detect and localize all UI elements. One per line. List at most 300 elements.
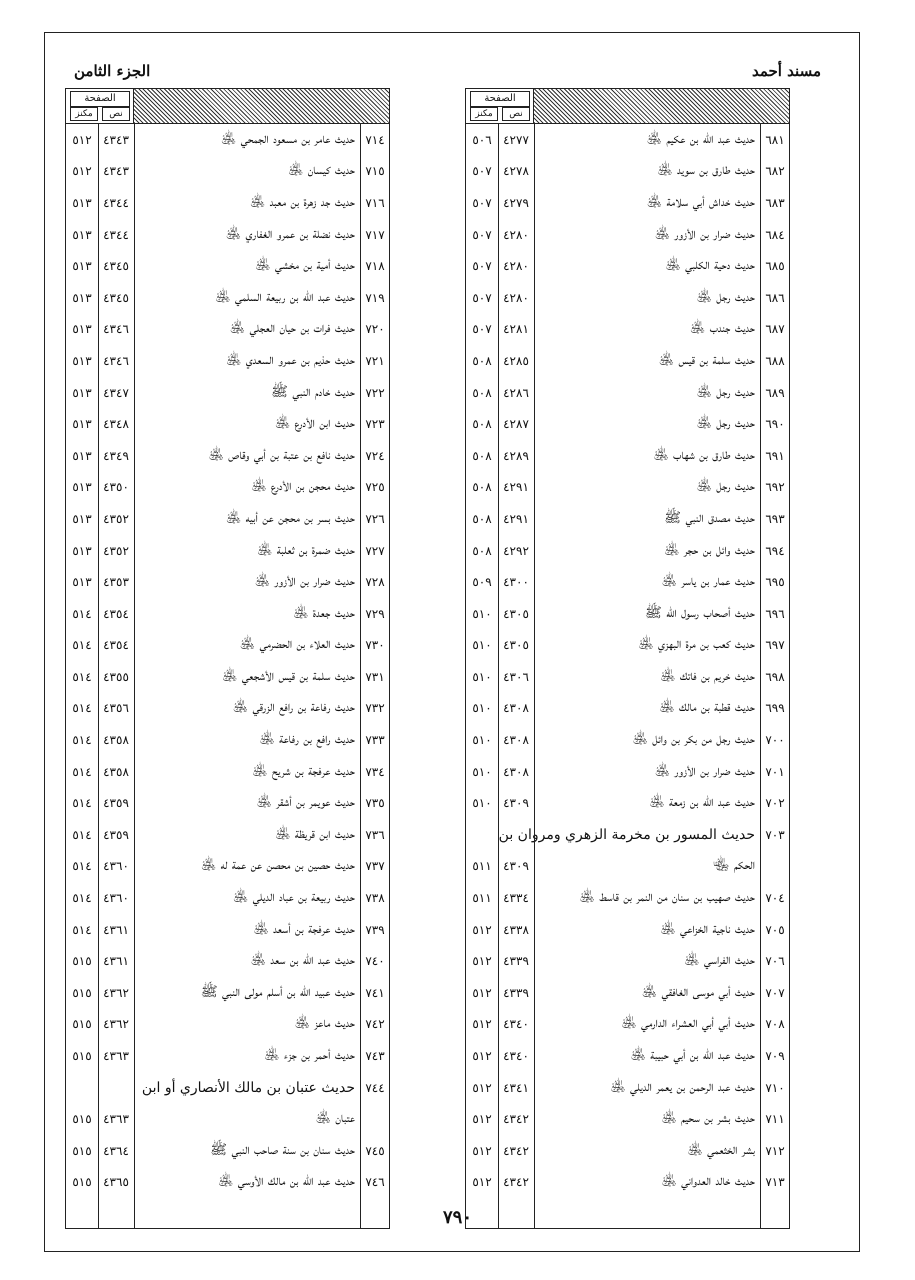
entry-title: حديث رجل ﵁ — [696, 478, 755, 495]
entry-title: حديث رجل ﵁ — [696, 383, 755, 400]
entry-title: حديث رجل من بكر بن وائل ﵁ — [632, 731, 755, 748]
table-row — [466, 377, 789, 409]
nass-page: ٤٣٥٨ — [103, 764, 129, 779]
entry-title: حديث كيسان ﵁ — [287, 162, 355, 179]
entry-title: حديث عمار بن ياسر ﵁ — [661, 573, 755, 590]
entry-number: ٧٢٤ — [365, 448, 385, 463]
mukannaz-page: ٥١٤ — [72, 606, 92, 621]
entry-number: ٧٣٣ — [365, 733, 385, 748]
entry-number: ٧١٩ — [365, 290, 385, 305]
entry-number: ٦٩٦ — [765, 606, 785, 621]
mukannaz-page: ٥١٠ — [472, 669, 492, 684]
mukannaz-page: ٥١٠ — [472, 764, 492, 779]
entry-number: ٧٠٧ — [765, 985, 785, 1000]
nass-page: ٤٣٥٩ — [103, 827, 129, 842]
entry-number: ٧٠٦ — [765, 954, 785, 969]
entry-number: ٧٣٧ — [365, 859, 385, 874]
entry-number: ٧٠١ — [765, 764, 785, 779]
nass-page: ٤٣٥٦ — [103, 701, 129, 716]
nass-page: ٤٣٠٨ — [503, 764, 529, 779]
entry-title: حديث أبي موسى الغافقي ﵁ — [641, 983, 755, 1000]
entry-title: حديث خالد العدواني ﵁ — [661, 1173, 755, 1190]
entry-title: حديث عبد الله بن ربيعة السلمي ﵁ — [215, 288, 355, 305]
mukannaz-page: ٥١٤ — [72, 827, 92, 842]
entry-number: ٦٩١ — [765, 448, 785, 463]
table-row — [466, 661, 789, 693]
entry-title: حديث وائل بن حجر ﵁ — [664, 541, 755, 558]
entry-number: ٧٤٣ — [365, 1049, 385, 1064]
page-label: الصفحة — [70, 91, 130, 107]
mukannaz-page: ٥١٢ — [72, 164, 92, 179]
entry-number: ٦٨٩ — [765, 385, 785, 400]
entry-title: حديث أصحاب رسول الله ﷺ — [644, 604, 755, 621]
entry-title: حديث عبيد الله بن أسلم مولى النبي ﷺ — [200, 983, 355, 1000]
mukannaz-page: ٥١٤ — [72, 733, 92, 748]
nass-page: ٤٣٦٣ — [103, 1112, 129, 1127]
entry-title: عتبان ﵁ — [315, 1110, 355, 1127]
mukannaz-page: ٥١٣ — [72, 227, 92, 242]
entry-number: ٧٠٥ — [765, 922, 785, 937]
entry-title: بشر الخثعمي ﵁ — [687, 1141, 755, 1158]
table-row — [66, 440, 389, 472]
mukannaz-page: ٥١٣ — [72, 511, 92, 526]
mukannaz-page: ٥١٥ — [72, 1049, 92, 1064]
entry-number: ٧١٠ — [765, 1080, 785, 1095]
table-row — [66, 314, 389, 346]
entry-title: حديث طارق بن سويد ﵁ — [657, 162, 755, 179]
entry-title: حديث محجن بن الأدرع ﵁ — [251, 478, 355, 495]
mukannaz-page: ٥٠٧ — [472, 164, 492, 179]
entry-title: حديث قطبة بن مالك ﵁ — [659, 699, 755, 716]
page-header-cell — [466, 89, 534, 123]
mukannaz-page: ٥٠٦ — [472, 132, 492, 147]
entry-number: ٧٣٩ — [365, 922, 385, 937]
entry-title: حديث أمية بن مخشي ﵁ — [255, 257, 355, 274]
entry-title: حديث نضلة بن عمرو الغفاري ﵁ — [225, 225, 355, 242]
entry-title: حديث حذيم بن عمرو السعدي ﵁ — [226, 351, 355, 368]
entry-title: حديث ضرار بن الأزور ﵁ — [654, 762, 755, 779]
nass-page: ٤٣٤٤ — [103, 227, 129, 242]
entry-number: ٧٢٣ — [365, 417, 385, 432]
entry-number: ٧١٨ — [365, 259, 385, 274]
nass-page: ٤٣٤٦ — [103, 322, 129, 337]
table-row — [466, 345, 789, 377]
entry-number: ٦٨٧ — [765, 322, 785, 337]
entry-title: حديث عويمر بن أشقر ﵁ — [256, 794, 355, 811]
table-row — [466, 851, 789, 883]
entry-title: حديث طارق بن شهاب ﵁ — [653, 446, 755, 463]
nass-page: ٤٣٥٣ — [103, 575, 129, 590]
entry-title: حديث ضرار بن الأزور ﵁ — [654, 225, 755, 242]
mukannaz-page: ٥١١ — [472, 891, 492, 906]
mukannaz-page: ٥١٢ — [472, 1049, 492, 1064]
table-row — [466, 124, 789, 156]
table-row — [66, 977, 389, 1009]
nass-page: ٤٣٠٨ — [503, 733, 529, 748]
entry-number: ٦٩٧ — [765, 638, 785, 653]
table-row — [66, 756, 389, 788]
entry-title: حديث عرفجة بن شريح ﵁ — [252, 762, 355, 779]
index-column-right — [465, 88, 790, 1229]
mukannaz-page: ٥١٣ — [72, 543, 92, 558]
nass-page: ٤٣٦٥ — [103, 1175, 129, 1190]
nass-page: ٤٢٨٠ — [503, 227, 529, 242]
entry-title: حديث مصدق النبي ﷺ — [664, 509, 755, 526]
table-row — [466, 1135, 789, 1167]
table-row — [66, 724, 389, 756]
entry-number: ٧١٧ — [365, 227, 385, 242]
entry-number: ٧٣٥ — [365, 796, 385, 811]
entry-title: حديث بشر بن سحيم ﵁ — [661, 1110, 755, 1127]
table-row — [66, 945, 389, 977]
nass-page: ٤٣٤٧ — [103, 385, 129, 400]
entry-number: ٧٣١ — [365, 669, 385, 684]
entry-number: ٧٢١ — [365, 353, 385, 368]
mukannaz-page: ٥٠٧ — [472, 227, 492, 242]
table-body — [465, 124, 790, 1229]
entry-title: حديث العلاء بن الحضرمي ﵁ — [239, 636, 355, 653]
entry-number: ٧٠٩ — [765, 1049, 785, 1064]
mukannaz-page: ٥١٢ — [72, 132, 92, 147]
entry-title: حديث ناجية الخزاعي ﵁ — [660, 920, 755, 937]
entry-title: حديث عامر بن مسعود الجمحي ﵁ — [220, 130, 355, 147]
mukannaz-page: ٥١٤ — [72, 764, 92, 779]
entry-title: حديث رجل ﵁ — [696, 288, 755, 305]
entry-number: ٧٤٠ — [365, 954, 385, 969]
entry-title: حديث ابن الأدرع ﵁ — [274, 415, 355, 432]
mukannaz-page: ٥١٣ — [72, 448, 92, 463]
entry-title: حديث عبد الله بن عكيم ﵁ — [646, 130, 755, 147]
entry-title: حديث سنان بن سنة صاحب النبي ﷺ — [210, 1141, 355, 1158]
table-row — [66, 503, 389, 535]
mukannaz-page: ٥١٠ — [472, 606, 492, 621]
entry-title: حديث فرات بن حيان العجلي ﵁ — [229, 320, 355, 337]
nass-page: ٤٣٤٥ — [103, 290, 129, 305]
table-row — [66, 851, 389, 883]
mukannaz-page: ٥١٣ — [72, 385, 92, 400]
entry-number: ٧٢٠ — [365, 322, 385, 337]
nass-page: ٤٣٥٩ — [103, 796, 129, 811]
table-row — [466, 440, 789, 472]
table-row — [466, 156, 789, 188]
nass-page: ٤٢٨٧ — [503, 417, 529, 432]
nass-page: ٤٢٨٥ — [503, 353, 529, 368]
nass-page: ٤٣٦٠ — [103, 859, 129, 874]
entry-title: حديث ضرار بن الأزور ﵁ — [254, 573, 355, 590]
mukannaz-page: ٥١٠ — [472, 638, 492, 653]
table-row — [466, 787, 789, 819]
nass-page: ٤٣٤٣ — [103, 132, 129, 147]
entry-number: ٦٨٤ — [765, 227, 785, 242]
entry-number: ٧٣٠ — [365, 638, 385, 653]
mukannaz-page: ٥١٤ — [72, 922, 92, 937]
hatched-header-band — [133, 89, 389, 123]
entry-title: حديث جعدة ﵁ — [293, 604, 355, 621]
table-row — [466, 535, 789, 567]
nass-page: ٤٣٠٥ — [503, 638, 529, 653]
nass-label: نص — [502, 107, 530, 121]
entry-number: ٦٩٨ — [765, 669, 785, 684]
mukannaz-page: ٥١٣ — [72, 290, 92, 305]
nass-page: ٤٣٤٩ — [103, 448, 129, 463]
entry-title: حديث جندب ﵁ — [689, 320, 755, 337]
table-head — [65, 88, 390, 124]
entry-number: ٧٤٤ — [365, 1080, 385, 1095]
nass-page: ٤٣٠٨ — [503, 701, 529, 716]
entry-title: حديث نافع بن عتبة بن أبي وقاص ﵁ — [208, 446, 355, 463]
nass-page: ٤٣٠٩ — [503, 796, 529, 811]
entry-title: حديث دحية الكلبي ﵁ — [665, 257, 755, 274]
table-row — [66, 377, 389, 409]
entry-title: حديث عبد الرحمن بن يعمر الديلي ﵁ — [610, 1078, 755, 1095]
entry-number: ٧٣٨ — [365, 891, 385, 906]
nass-page: ٤٢٨٦ — [503, 385, 529, 400]
nass-page: ٤٣٦٢ — [103, 1017, 129, 1032]
entry-number: ٧٤٥ — [365, 1143, 385, 1158]
mukannaz-page: ٥١٢ — [472, 922, 492, 937]
entry-title: حديث الفراسي ﵁ — [684, 952, 755, 969]
entry-number: ٧١٦ — [365, 195, 385, 210]
table-row — [466, 282, 789, 314]
mukannaz-page: ٥١٤ — [72, 638, 92, 653]
table-row — [466, 1072, 789, 1104]
entry-number: ٧٢٨ — [365, 575, 385, 590]
mukannaz-page: ٥١٤ — [72, 701, 92, 716]
entry-number: ٧٠٣ — [765, 827, 785, 842]
nass-page: ٤٣٤٢ — [503, 1112, 529, 1127]
entry-title: حديث رفاعة بن رافع الزرقي ﵁ — [232, 699, 355, 716]
nass-page: ٤٣٥٠ — [103, 480, 129, 495]
nass-page: ٤٣٥٤ — [103, 606, 129, 621]
nass-page: ٤٢٨٠ — [503, 259, 529, 274]
table-row — [66, 1009, 389, 1041]
table-row — [66, 566, 389, 598]
nass-page: ٤٣٤٨ — [103, 417, 129, 432]
nass-page: ٤٢٩١ — [503, 511, 529, 526]
nass-label: نص — [102, 107, 130, 121]
entry-number: ٧٢٦ — [365, 511, 385, 526]
mukannaz-page: ٥٠٧ — [472, 195, 492, 210]
entry-title: حديث سلمة بن قيس ﵁ — [658, 351, 755, 368]
table-row — [466, 945, 789, 977]
entry-title: حديث سلمة بن قيس الأشجعي ﵁ — [221, 667, 355, 684]
mukannaz-page: ٥١٥ — [72, 1143, 92, 1158]
table-row — [466, 756, 789, 788]
nass-page: ٤٣٦١ — [103, 954, 129, 969]
entry-title: حديث حصين بن محصن عن عمة له ﵁ — [200, 857, 355, 874]
table-row — [66, 598, 389, 630]
nass-page: ٤٣٠٦ — [503, 669, 529, 684]
entry-title: حديث رجل ﵁ — [696, 415, 755, 432]
nass-page: ٤٣٥٢ — [103, 511, 129, 526]
mukannaz-page: ٥٠٨ — [472, 511, 492, 526]
entry-number: ٧١١ — [765, 1112, 785, 1127]
entry-title: حديث المسور بن مخرمة الزهري ومروان بن — [498, 826, 755, 843]
nass-page: ٤٢٧٧ — [503, 132, 529, 147]
entry-number: ٧٠٢ — [765, 796, 785, 811]
table-row — [466, 724, 789, 756]
table-row — [66, 282, 389, 314]
table-row — [466, 598, 789, 630]
entry-number: ٧٣٦ — [365, 827, 385, 842]
entry-title: حديث صهيب بن سنان من النمر بن قاسط ﵁ — [579, 889, 755, 906]
table-row — [66, 472, 389, 504]
nass-page: ٤٣٤٤ — [103, 195, 129, 210]
table-row — [466, 314, 789, 346]
nass-page: ٤٣٤٥ — [103, 259, 129, 274]
entry-title: حديث عبد الله بن زمعة ﵁ — [649, 794, 755, 811]
entry-title: حديث رافع بن رفاعة ﵁ — [259, 731, 355, 748]
entry-number: ٧١٥ — [365, 164, 385, 179]
entry-title: حديث عبد الله بن سعد ﵁ — [250, 952, 355, 969]
running-header-book: مسند أحمد — [751, 62, 821, 80]
entry-number: ٧٣٢ — [365, 701, 385, 716]
table-row — [66, 693, 389, 725]
mukannaz-page: ٥١١ — [472, 859, 492, 874]
nass-page: ٤٣٤٢ — [503, 1175, 529, 1190]
mukannaz-page: ٥٠٩ — [472, 575, 492, 590]
nass-page: ٤٣٤٦ — [103, 353, 129, 368]
entry-title: حديث خداش أبي سلامة ﵁ — [646, 193, 755, 210]
mukannaz-page: ٥٠٧ — [472, 290, 492, 305]
nass-page: ٤٣٦١ — [103, 922, 129, 937]
entry-number: ٧٠٨ — [765, 1017, 785, 1032]
mukannaz-label: مكنز — [470, 107, 498, 121]
table-row — [466, 503, 789, 535]
table-row — [66, 819, 389, 851]
mukannaz-page: ٥١٠ — [472, 701, 492, 716]
nass-page: ٤٣٥٨ — [103, 733, 129, 748]
mukannaz-page: ٥١٥ — [72, 1017, 92, 1032]
table-row — [66, 1103, 389, 1135]
entry-title: حديث خريم بن فاتك ﵁ — [660, 667, 755, 684]
mukannaz-page: ٥١٤ — [72, 796, 92, 811]
entry-number: ٧٢٩ — [365, 606, 385, 621]
mukannaz-page: ٥٠٧ — [472, 322, 492, 337]
table-row — [466, 914, 789, 946]
entry-title: حديث بسر بن محجن عن أبيه ﵁ — [225, 509, 355, 526]
table-row — [66, 914, 389, 946]
table-row — [466, 1009, 789, 1041]
mukannaz-page: ٥٠٨ — [472, 417, 492, 432]
mukannaz-page: ٥١٤ — [72, 859, 92, 874]
nass-page: ٤٣٥٥ — [103, 669, 129, 684]
entry-number: ٦٩٣ — [765, 511, 785, 526]
running-header-volume: الجزء الثامن — [74, 62, 151, 80]
nass-page: ٤٣٦٣ — [103, 1049, 129, 1064]
entry-title: حديث أبي أبي العشراء الدارمي ﵁ — [621, 1015, 755, 1032]
mukannaz-page: ٥١٥ — [72, 954, 92, 969]
entry-title: حديث عبد الله بن مالك الأوسي ﵁ — [217, 1173, 355, 1190]
table-body — [65, 124, 390, 1229]
mukannaz-page: ٥١٣ — [72, 259, 92, 274]
mukannaz-page: ٥١٣ — [72, 480, 92, 495]
nass-page: ٤٣٤١ — [503, 1080, 529, 1095]
nass-page: ٤٣٤٣ — [103, 164, 129, 179]
mukannaz-page: ٥١٢ — [472, 1017, 492, 1032]
table-row — [466, 219, 789, 251]
table-row — [66, 882, 389, 914]
mukannaz-page: ٥١٥ — [72, 985, 92, 1000]
table-row — [466, 408, 789, 440]
mukannaz-page: ٥١٣ — [72, 195, 92, 210]
nass-page: ٤٣٤٢ — [503, 1143, 529, 1158]
entry-number: ٦٨١ — [765, 132, 785, 147]
table-row — [66, 1135, 389, 1167]
mukannaz-page: ٥٠٨ — [472, 448, 492, 463]
table-row — [466, 472, 789, 504]
table-row — [466, 693, 789, 725]
nass-page: ٤٣٥٤ — [103, 638, 129, 653]
table-head — [465, 88, 790, 124]
entry-number: ٦٩٢ — [765, 480, 785, 495]
table-row — [66, 630, 389, 662]
nass-page: ٤٣٦٢ — [103, 985, 129, 1000]
nass-page: ٤٣٦٠ — [103, 891, 129, 906]
entry-number: ٦٨٨ — [765, 353, 785, 368]
mukannaz-page: ٥١٥ — [72, 1112, 92, 1127]
table-row — [466, 882, 789, 914]
index-column-left — [65, 88, 390, 1229]
nass-page: ٤٣٣٩ — [503, 954, 529, 969]
mukannaz-page: ٥١٠ — [472, 796, 492, 811]
entry-title: حديث عبد الله بن أبي حبيبة ﵁ — [630, 1047, 755, 1064]
entry-number: ٦٨٦ — [765, 290, 785, 305]
mukannaz-page: ٥١٤ — [72, 891, 92, 906]
table-row — [66, 124, 389, 156]
nass-page: ٤٢٩١ — [503, 480, 529, 495]
nass-page: ٤٢٧٩ — [503, 195, 529, 210]
mukannaz-page: ٥١٤ — [72, 669, 92, 684]
entry-number: ٧٤٦ — [365, 1175, 385, 1190]
nass-page: ٤٣٥٢ — [103, 543, 129, 558]
entry-title: حديث عتبان بن مالك الأنصاري أو ابن — [141, 1079, 355, 1096]
entry-number: ٧٢٧ — [365, 543, 385, 558]
mukannaz-page: ٥١٢ — [472, 954, 492, 969]
entry-title: حديث أحمر بن جزء ﵁ — [264, 1047, 355, 1064]
nass-page: ٤٣٤٠ — [503, 1049, 529, 1064]
entry-title: حديث ضمرة بن ثعلبة ﵁ — [256, 541, 355, 558]
entry-number: ٧١٣ — [765, 1175, 785, 1190]
mukannaz-page: ٥١٣ — [72, 322, 92, 337]
table-row — [466, 187, 789, 219]
entry-number: ٧٠٤ — [765, 891, 785, 906]
entry-title: حديث خادم النبي ﷺ — [271, 383, 355, 400]
entry-number: ٦٩٤ — [765, 543, 785, 558]
table-row — [66, 187, 389, 219]
nass-page: ٤٢٨٩ — [503, 448, 529, 463]
entry-number: ٦٨٢ — [765, 164, 785, 179]
entry-title: حديث ربيعة بن عباد الديلي ﵁ — [232, 889, 355, 906]
entry-title: حديث كعب بن مرة البهزي ﵁ — [638, 636, 755, 653]
table-row — [466, 250, 789, 282]
mukannaz-page: ٥١٢ — [472, 1143, 492, 1158]
entry-number: ٧١٤ — [365, 132, 385, 147]
entry-number: ٧٠٠ — [765, 733, 785, 748]
entry-title: الحكم ﵄ — [712, 857, 755, 874]
mukannaz-page: ٥١٢ — [472, 1080, 492, 1095]
table-row — [66, 219, 389, 251]
entry-title: حديث ماعز ﵁ — [294, 1015, 355, 1032]
mukannaz-page: ٥١٠ — [472, 733, 492, 748]
entry-number: ٦٨٥ — [765, 259, 785, 274]
table-row — [466, 1103, 789, 1135]
entry-title: حديث جد زهرة بن معبد ﵁ — [249, 193, 355, 210]
entry-number: ٦٩٩ — [765, 701, 785, 716]
mukannaz-page: ٥١٣ — [72, 417, 92, 432]
mukannaz-page: ٥١٣ — [72, 575, 92, 590]
entry-number: ٧٣٤ — [365, 764, 385, 779]
